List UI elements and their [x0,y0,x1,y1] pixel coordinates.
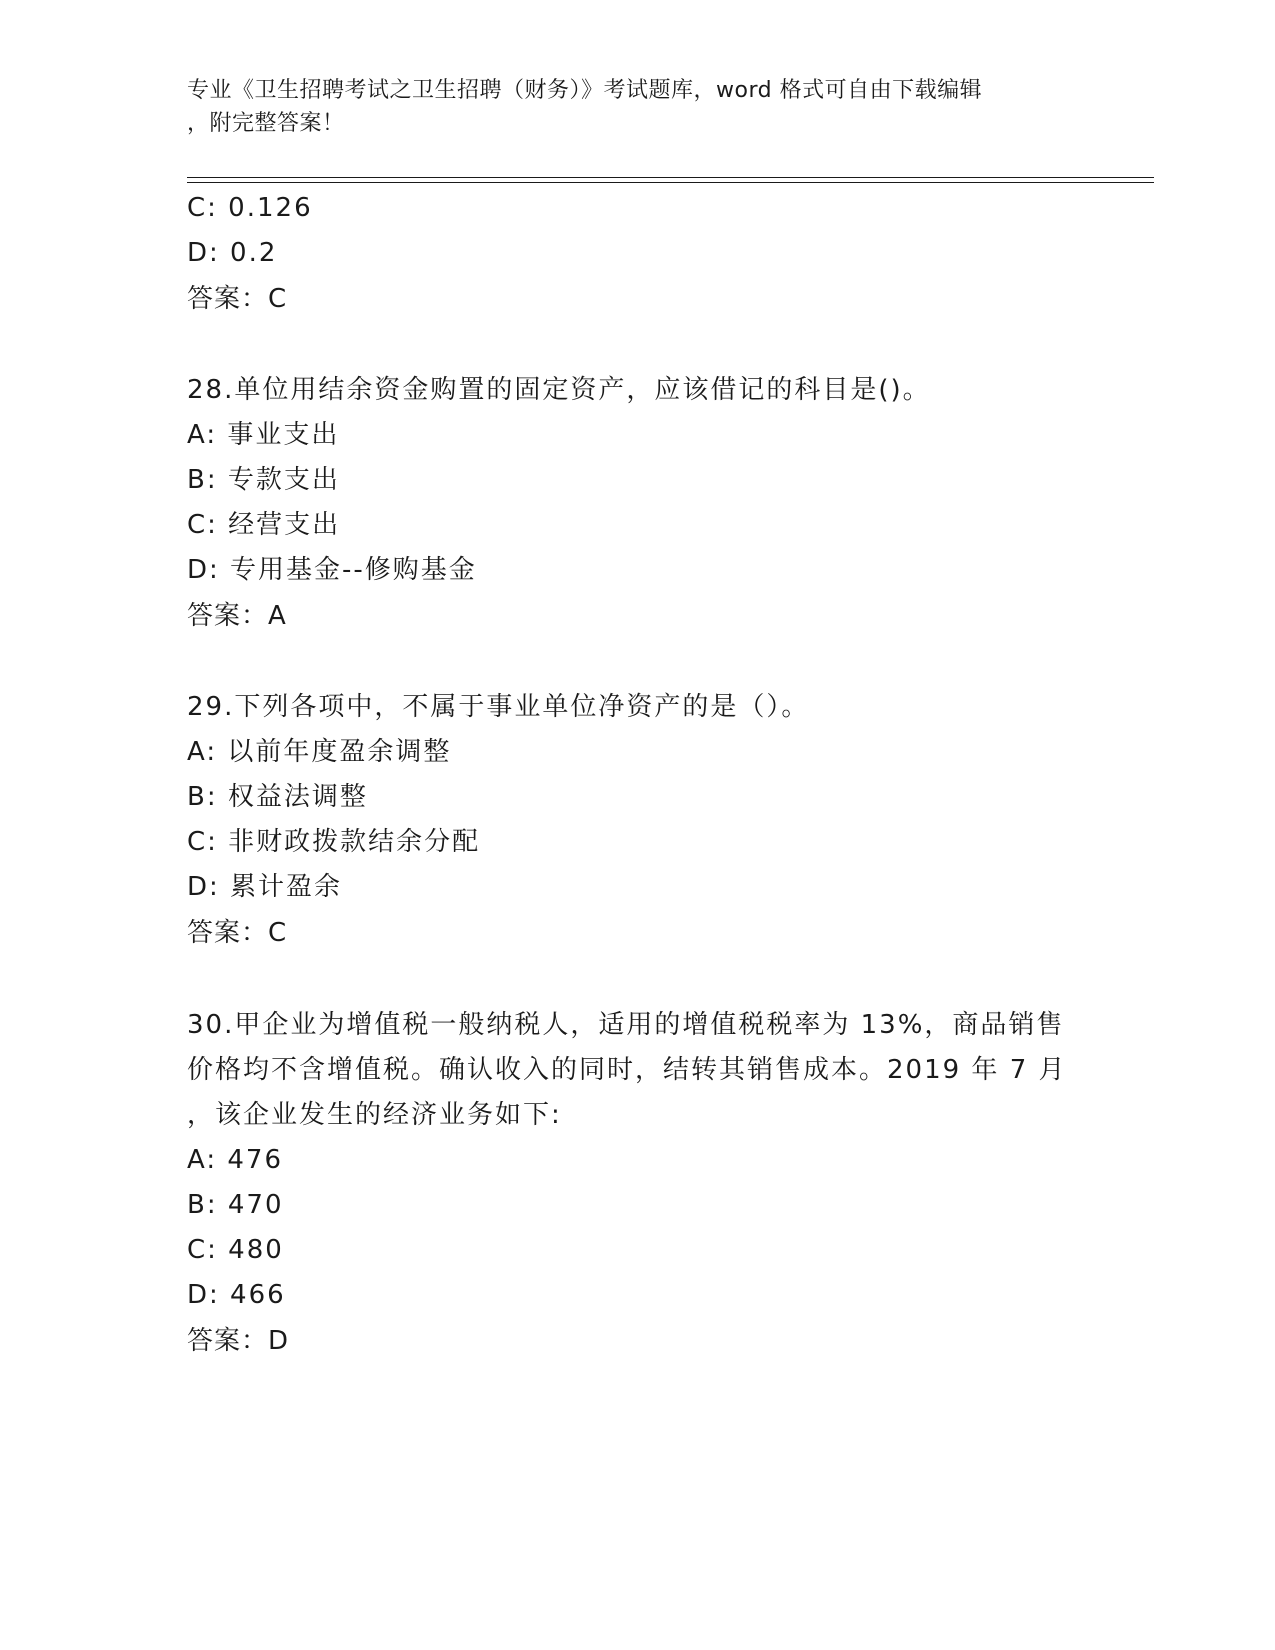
q29-stem: 29.下列各项中，不属于事业单位净资产的是（）。 [187,692,810,722]
q27-option-c: C: 0.126 [187,193,313,223]
q29-option-b: B: 权益法调整 [187,782,368,812]
header-divider-bottom [187,182,1154,183]
q27-answer: 答案：C [187,284,288,314]
q30-option-d: D: 466 [187,1280,286,1310]
q28-option-b: B: 专款支出 [187,465,340,495]
q30-option-a: A: 476 [187,1145,283,1175]
q29-option-a: A: 以前年度盈余调整 [187,737,452,767]
q30-option-b: B: 470 [187,1190,284,1220]
header-divider-top [187,177,1154,178]
q27-option-d: D: 0.2 [187,238,278,268]
q30-answer: 答案：D [187,1326,290,1356]
q28-answer: 答案：A [187,601,287,631]
q30-stem-line-2: 价格均不含增值税。确认收入的同时，结转其销售成本。2019 年 7 月 [187,1055,1067,1085]
q28-option-a: A: 事业支出 [187,420,340,450]
q29-answer: 答案：C [187,918,288,948]
q28-option-d: D: 专用基金--修购基金 [187,555,477,585]
q29-option-c: C: 非财政拨款结余分配 [187,827,481,857]
q30-option-c: C: 480 [187,1235,284,1265]
document-header: 专业《卫生招聘考试之卫生招聘（财务）》考试题库，word 格式可自由下载编辑 ，附完整答案！ [187,78,983,136]
q30-stem-line-3: ，该企业发生的经济业务如下: [187,1100,562,1130]
q28-stem: 28.单位用结余资金购置的固定资产，应该借记的科目是()。 [187,375,931,405]
q28-option-c: C: 经营支出 [187,510,341,540]
q30-stem-line-1: 30.甲企业为增值税一般纳税人，适用的增值税税率为 13%，商品销售 [187,1010,1065,1040]
q29-option-d: D: 累计盈余 [187,872,343,902]
